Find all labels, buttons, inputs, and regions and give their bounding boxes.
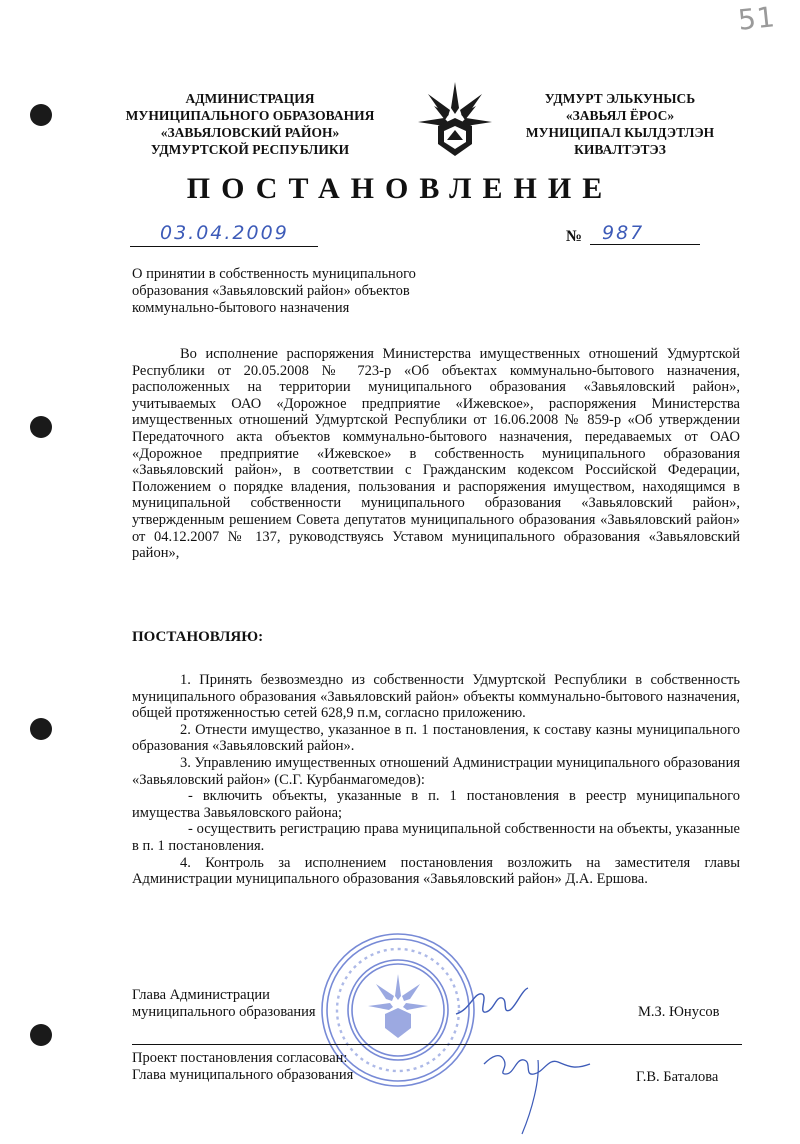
divider-line — [132, 1044, 742, 1045]
header-right-line: УДМУРТ ЭЛЬКУНЫСЬ — [544, 91, 696, 106]
number-underline — [590, 244, 700, 245]
item-3-sub-2: - осуществить регистрацию права муниципальной собственности на объекты, указанные в п. 1 постановления. — [132, 821, 740, 854]
item-4: 4. Контроль за исполнением постановления возложить на заместителя главы Администрации муниципального образования «Завьяловский район» Д.А. Ершова. — [132, 854, 740, 888]
approval-line1: Проект постановления согласован: — [132, 1050, 348, 1066]
signature-approver — [478, 1030, 598, 1140]
header-right — [520, 90, 720, 158]
subject-block — [132, 266, 462, 317]
handwritten-page-number: 51 — [736, 0, 778, 37]
signature-name: М.З. Юнусов — [638, 1004, 720, 1020]
item-3: 3. Управлению имущественных отношений Администрации муниципального образования «Завьяловский район» (С.Г. Курбанмагомедов): — [132, 754, 740, 788]
header-right-line: «ЗАВЬЯЛ ЁРОС» — [565, 108, 675, 123]
item-3-sub-1: - включить объекты, указанные в п. 1 постановления в реестр муниципального имущества Завьяловского района; — [132, 788, 740, 821]
header-left-line: МУНИЦИПАЛЬНОГО ОБРАЗОВАНИЯ — [125, 108, 375, 123]
header-right-line: МУНИЦИПАЛ КЫЛДЭТЛЭН — [525, 125, 715, 140]
item-2: 2. Отнести имущество, указанное в п. 1 постановления, к составу казны муниципального образования «Завьяловский район». — [132, 721, 740, 755]
item-1: 1. Принять безвозмездно из собственности Удмуртской Республики в собственность муниципального образования «Завьяловский район» объекты коммунально-бытового назначения, общей протяженностью сетей 628,9 п.м, согласно приложению. — [132, 672, 740, 722]
header-left-line: АДМИНИСТРАЦИЯ — [185, 91, 315, 106]
header-left-line: «ЗАВЬЯЛОВСКИЙ РАЙОН» — [160, 125, 340, 140]
punch-hole-4 — [30, 1024, 52, 1046]
header-left-line: УДМУРТСКОЙ РЕСПУБЛИКИ — [150, 142, 350, 157]
punch-hole-2 — [30, 416, 52, 438]
signature-position-line2: муниципального образования — [132, 1004, 316, 1020]
punch-hole-1 — [30, 104, 52, 126]
preamble-text: Во исполнение распоряжения Министерства имущественных отношений Удмуртской Республики от 20.05.2008 № 723-р «Об объектах коммунально-бытового назначения, расположенных на территории муниципального образования «Завьяловский район», учитываемых ОАО «Дорожное предприятие «Ижевское», распоряжения Министерства имущественных отношений Удмуртской Республики от 16.06.2008 № 859-р «Об утверждении Передаточного акта объектов коммунально-бытового назначения, передаваемых от ОАО «Дорожное предприятие «Ижевское» в собственность муниципального образования «Завьяловский район», в соответствии с Гражданским кодексом Российской Федерации, Положением о порядке владения, пользования и распоряжения имуществом, находящимся в муниципальной собственности муниципального образования «Завьяловский район», утвержденным решением Совета депутатов муниципального образования «Завьяловский район» от 04.12.2007 № 137, руководствуясь Уставом муниципального образования «Завьяловский район», — [132, 346, 740, 562]
subject-line: О принятии в собственность муниципального — [132, 266, 416, 282]
approval-line2: Глава муниципального образования — [132, 1067, 354, 1083]
resolve-heading: ПОСТАНОВЛЯЮ: — [132, 629, 264, 645]
signature-position-line1: Глава Администрации — [132, 987, 270, 1003]
subject-line: образования «Завьяловский район» объектов — [132, 283, 410, 299]
document-title: ПОСТАНОВЛЕНИЕ — [186, 172, 614, 205]
preamble-block — [132, 346, 740, 562]
header-left — [120, 90, 380, 158]
signature-head — [452, 984, 532, 1024]
items-block — [132, 672, 740, 888]
header-right-line: КИВАЛТЭТЭЗ — [574, 142, 666, 157]
approval-name: Г.В. Баталова — [636, 1069, 719, 1085]
number-label: № — [566, 228, 583, 245]
date-underline — [130, 246, 318, 247]
handwritten-number: 987 — [602, 222, 645, 244]
district-emblem-icon — [414, 78, 496, 160]
punch-hole-3 — [30, 718, 52, 740]
handwritten-date: 03.04.2009 — [160, 222, 289, 244]
subject-line: коммунально-бытового назначения — [132, 300, 350, 316]
